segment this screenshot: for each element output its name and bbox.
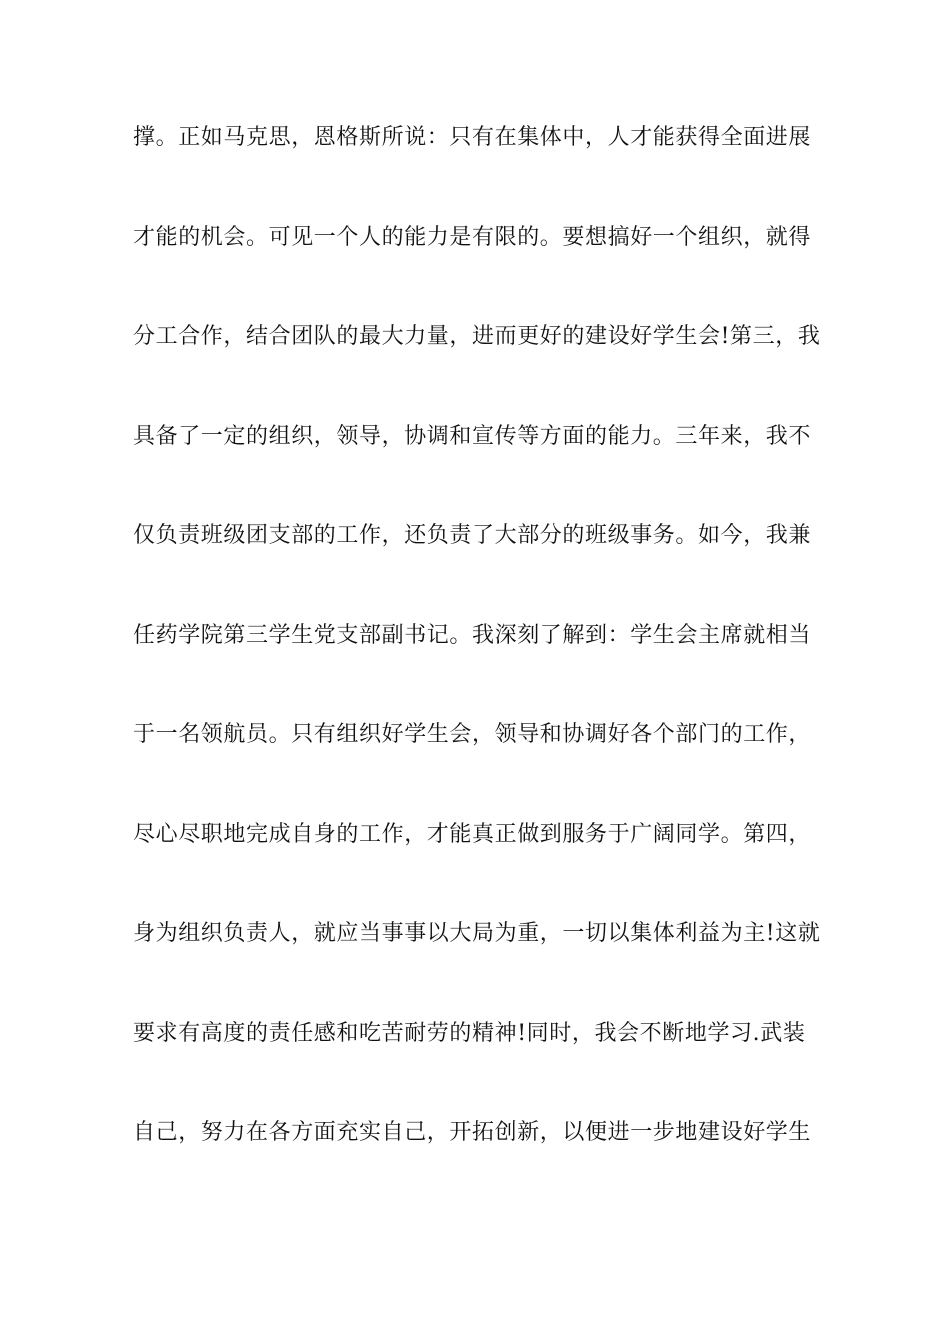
text-line-1: 撑。正如马克思，恩格斯所说：只有在集体中，人才能获得全面进展 [133, 125, 812, 150]
text-line-4: 具备了一定的组织，领导，协调和宣传等方面的能力。三年来，我不 [133, 423, 812, 449]
text-line-7: 于一名领航员。只有组织好学生会，领导和协调好各个部门的工作， [133, 722, 812, 747]
text-line-5: 仅负责班级团支部的工作，还负责了大部分的班级事务。如今，我兼 [133, 523, 812, 548]
text-line-8: 尽心尽职地完成自身的工作，才能真正做到服务于广阔同学。第四， [133, 821, 812, 847]
body-text [133, 118, 833, 1213]
text-line-6: 任药学院第三学生党支部副书记。我深刻了解到：学生会主席就相当 [133, 622, 812, 648]
text-line-10: 要求有高度的责任感和吃苦耐劳的精神!同时，我会不断地学习.武装 [133, 1020, 806, 1046]
text-line-3: 分工合作，结合团队的最大力量，进而更好的建设好学生会!第三，我 [133, 324, 821, 349]
text-line-11: 自己，努力在各方面充实自己，开拓创新，以便进一步地建设好学生 [133, 1120, 812, 1145]
text-line-9: 身为组织负责人，就应当事事以大局为重，一切以集体利益为主!这就 [133, 921, 821, 946]
text-line-2: 才能的机会。可见一个人的能力是有限的。要想搞好一个组织，就得 [133, 224, 812, 250]
